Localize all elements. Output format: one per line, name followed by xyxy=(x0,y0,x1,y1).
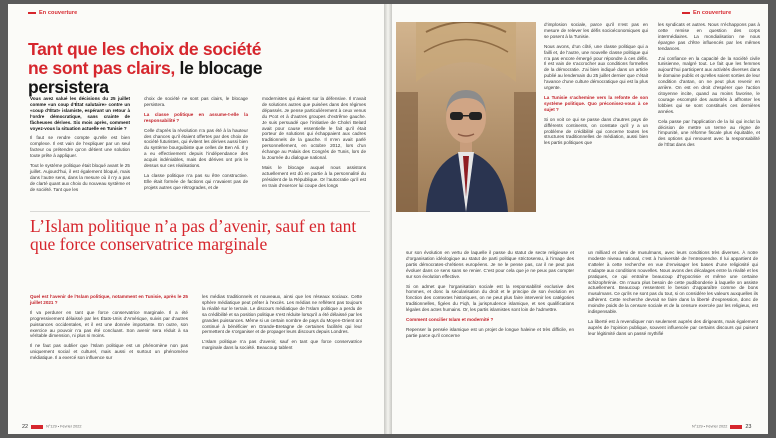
right-col-2: d’implosion sociale, parce qu’il n’est pas en mesure de relever les défis socioéconomiques qui se posent à la Tunisie. Nous avons, d’un côté, une classe politique qui a failli et, de l’autre, une nouvelle classe politique qui n’a pas encore émergé pour répondre à ces défis. Il est vain de s’accrocher aux conditions formelles de la démocratie. J’ai bien indiqué dans un article publié au lendemain du 25 juillet dernier que c’était l’avance d’une culture démocratique qui est la plus urgente. La Tunisie s’achemine vers la refonte de son système politique. Quo préconisez-vous à ce sujet ? Si on voit ce qui se passe dans d’autres pays de différents continents, on constate qu’il y a un problème de crédibilité qui concerne toutes les structures traditionnelles de médiation, aussi bien les partis politiques que xyxy=(544,22,648,146)
spine xyxy=(384,4,392,434)
left-col-3: modernistes qui étaient sur la défensive. Il n’avait de solutions autres que puisées dans des régimes dépassés. Je pense particulièrement à ceux venus du Pcot et à d’autres groupes d’extrême gauche. Je suis persuadé que l’initiative de Chokri Belaïd avait pour cause essentielle le fait qu’il était porteur de solutions qui échappaient aux cadres traditionnels de la gauche. Il m’en avait parlé personnellement, en octobre 2012, lors d’un échange au Palais des Congrès de Tunis, lors de la Journée du dialogue national. Mais le blocage auquel nous assistons actuellement est dû en partie à la personnalité du président de la République. Or l’autocratie qu’il est en train d’exercer lui coupe des longs xyxy=(262,96,366,188)
page-footer-left: 22 N°129 • Février 2022 xyxy=(22,424,82,430)
left-col-1: Vous avez salué les décisions du 25 juillet comme «un coup d’État salutaire» contre un «coup d’État» islamiste, espérant un retour à l’ordre démocratique, sans crainte de fâcheuses dérives. Six mois après, comment voyez-vous la situation actuelle en Tunisie ? Il faut se rendre compte qu’elle est bien complexe. Il est vain de l’expliquer par un seul facteur ou prétendre qu’on détient une solution toute prête à appliquer. Tout le système politique était bloqué avant le 25 juillet. Aujourd’hui, il est également bloqué, mais dans l’autre sens, dans la mesure où il n’y a pas de clarté quant aux choix du nouveau système et de société. Tant que les xyxy=(30,96,130,192)
section-rubric: En couverture xyxy=(28,10,77,16)
right-bottom-col-1: sur son évolution en vertu de laquelle il passe du statut de secte religieuse et d’organisation idéologique au statut de parti politique strictosensu, à l’image des partis démocrates-chrétiens européens. Je ne le pense pas, car il ne peut pas évoluer dans ce sens sans se renier. C’est pour cela que je ne peux pas compter sur son évolution effective. Si on admet que l’organisation sociale est la responsabilité exclusive des hommes, et donc la sécularisation du droit et le principe de son évolution en fonction des contextes historiques, on ne peut plus faire intervenir les catégories traditionnelles, figées du Fiqh, la jurisprudence islamique, et ses qualifications légales des actes humains. Or, les partis islamistes sont loin de l’admettre. Comment concilier Islam et modernité ? Repenser la pensée islamique est un projet de longue haleine et très difficile, en partie parce qu’il concerne xyxy=(406,250,574,338)
magazine-logo-right xyxy=(730,425,742,429)
right-bottom-col-2: un milliard et demi de musulmans, avec leurs conditions très diverses. À notre modeste niveau national, c’est à l’université de l’entreprendre. Il lui appartient de s’atteler à cette recherche en vue d’envisager les bases d’une religiosité qui s’adapte aux conditions nouvelles. Nous avons des décalages entre la réalité et les pratiques, ce qui entraîne beaucoup d’hypocrisie et même une certaine schizophrénie. On n’aura plus besoin de cette pudibonderie à laquelle on assiste actuellement. Beaucoup ressentent le besoin d’apparaître comme de bons musulmans. Ce qu’ils ne sont pas du tout, si on considère les valeurs auxquelles ils adhèrent. Cette recherche devrait se faire dans la liberté d’expression, donc de moindre poids de la censure sociale et de la censure exercée par les religieux, est indispensable. La liberté est à revendiquer non seulement auprès des dirigeants, mais également auprès de l’opinion publique, souvent influencée par certains discours qui puisent leur légitimité dans un passé mythifié xyxy=(588,250,758,336)
portrait-illustration xyxy=(396,22,536,212)
page-footer-right: N°129 • Février 2022 23 xyxy=(692,424,752,430)
left-col-2: choix de société ne sont pas clairs, le blocage persistera. La classe politique en assume-t-elle la responsabilité ? Celle d’après la révolution n’a pas été à la hauteur des chances qu’il étaient offertes par des choix de société futuristes, qui évitent les dérives aussi bien du système bourguibiste que celles de Ben Ali. Il y a eu effectivement depuis l’indépendance des acquis indéniables, mais des dérives ont pris le dessus sur ces réalisations. La classe politique n’a pas su être constructive. Elle était formée de factions qui n’avaient pas de projets autres que rétrogrades, et de xyxy=(144,96,248,190)
left-bottom-col-2: les médias traditionnels et nouveaux, ainsi que les réseaux sociaux. Cette sphère médiatique peut prêter à l’excès. Les médias ne reflètent pas toujours la réalité sur le terrain. Le discours médiatique de l’Islam politique a perdu de sa crédibilité et sa position politique s’est réduite lorsqu’il a été délaissé par les grandes puissances. Même si un certain nombre de pays du Moyen-Orient ont continué à bénéficier en Grande-Bretagne de certaines facilités qui leur permettent de s’organiser et de propager leurs discours depuis Londres. L’Islam politique n’a pas d’avenir, sauf en tant que force conservatrice marginale dans la société. Beaucoup tablent xyxy=(202,294,362,351)
section-rubric-right: En couverture xyxy=(682,10,731,16)
section-divider xyxy=(30,211,370,212)
left-bottom-col-1: Quel est l’avenir de l’Islam politique, notamment en Tunisie, après le 25 juillet 2021 ? Il va perdurer en tant que force conservatrice marginale. Il a été progressivement délaissé par les États-Unis d’Amérique, suivis par d’autres puissances occidentales, et il est une donnée importante. En outre, son exercice au pouvoir n’a pas été concluant. Son avenir sera réduit à sa véritable dimension, ni plus ni moins. Il ne faut pas oublier que l’Islam politique est un phénomène non pas uniquement social et culturel, mais aussi et surtout un phénomène médiatique. Il a exercé son influence sur xyxy=(30,294,188,361)
portrait-photo xyxy=(396,22,536,212)
sub-headline: L’Islam politique n’a pas d’avenir, sauf en tant que force conservatrice marginale xyxy=(30,216,357,254)
left-page xyxy=(8,4,384,434)
main-headline: Tant que les choix de société ne sont pas clairs, le blocage persistera xyxy=(28,39,263,97)
right-page xyxy=(392,4,768,434)
right-col-3: les syndicats et autres. Nous n’échappons pas à cette remise en question des corps intermédiaires. La mondialisation ne nous épargne pas d’être influencés par les mêmes tendances. J’ai confiance en la capacité de la société civile tunisienne, malgré tout. Le fait que les femmes aujourd’hui participent aux activités diverses dans le domaine public et qu’elles soient sorties de leur condition d’antan, on ne peut plus revenir en arrière. On est en droit d’espérer que l’action citoyenne incite, quand au moins favorise, le courage escompté des autorités à affronter les lobbies qui se sont constitués ces dernières années. Cela passe par l’application de la loi qui inclut la décision de mettre un terme au règne de l’impunité, une réforme fiscale plus équitable, et des options qui renouent avec la responsabilité de l’État dans des xyxy=(658,22,760,148)
magazine-logo xyxy=(31,425,43,429)
